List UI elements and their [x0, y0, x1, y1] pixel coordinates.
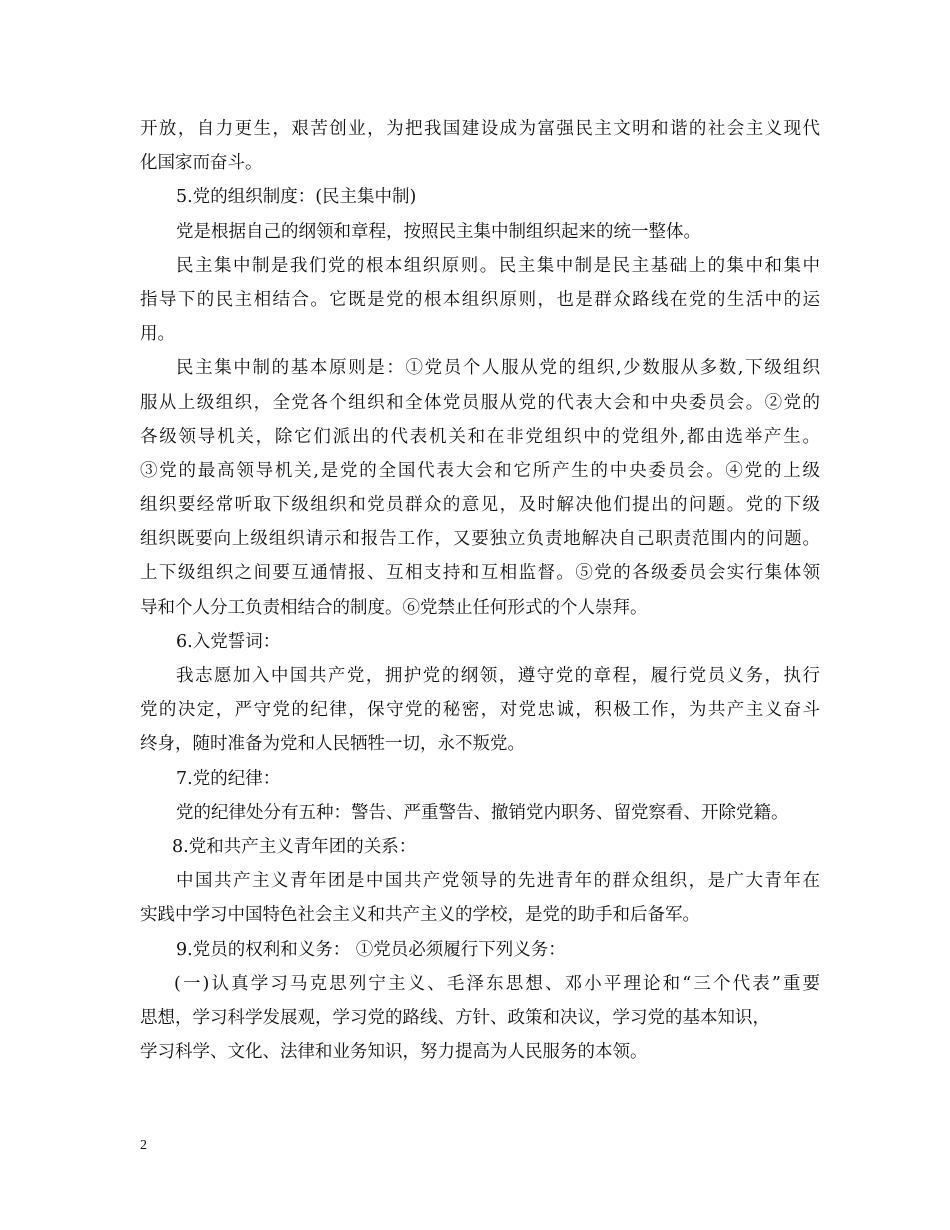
body-line: 开放，自力更生，艰苦创业，为把我国建设成为富强民主文明和谐的社会主义现代: [140, 119, 820, 139]
body-line: 组织既要向上级组织请示和报告工作，又要独立负责地解决自己职责范围内的问题。: [140, 529, 820, 550]
body-line: 民主集中制是我们党的根本组织原则。民主集中制是民主基础上的集中和集中: [176, 255, 820, 276]
body-line: 我志愿加入中国共产党，拥护党的纲领，遵守党的章程，履行党员义务，执行: [176, 666, 820, 686]
body-line: 民主集中制的基本原则是：①党员个人服从党的组织,少数服从多数,下级组织: [176, 358, 820, 379]
body-line: 终身，随时准备为党和人民牺牲一切，永不叛党。: [140, 734, 525, 755]
section-heading: 9.党员的权利和义务： ①党员必须履行下列义务：: [176, 939, 566, 960]
body-line: 用。: [140, 324, 175, 345]
page-number: 2: [140, 1138, 147, 1153]
body-line: 上下级组织之间要互通情报、互相支持和互相监督。⑤党的各级委员会实行集体领: [140, 563, 820, 584]
document-body: [140, 112, 820, 1069]
body-line: 导和个人分工负责相结合的制度。⑥党禁止任何形式的个人崇拜。: [140, 597, 648, 618]
body-line: 实践中学习中国特色社会主义和共产主义的学校，是党的助手和后备军。: [140, 905, 700, 926]
body-line: 中国共产主义青年团是中国共产党领导的先进青年的群众组织，是广大青年在: [176, 871, 820, 892]
body-line: ③党的最高领导机关,是党的全国代表大会和它所产生的中央委员会。④党的上级: [140, 460, 820, 481]
body-line: 组织要经常听取下级组织和党员群众的意见，及时解决他们提出的问题。党的下级: [140, 495, 820, 516]
section-heading: 7.党的纪律：: [176, 768, 281, 789]
body-line: 服从上级组织，全党各个组织和全体党员服从党的代表大会和中央委员会。②党的: [140, 392, 820, 413]
body-line: 指导下的民主相结合。它既是党的根本组织原则，也是群众路线在党的生活中的运: [140, 289, 820, 310]
body-line: 各级领导机关，除它们派出的代表机关和在非党组织中的党组外,都由选举产生。: [140, 426, 820, 447]
body-line: 党的决定，严守党的纪律，保守党的秘密，对党忠诚，积极工作，为共产主义奋斗: [140, 700, 820, 721]
section-heading: 8.党和共产主义青年团的关系：: [172, 836, 417, 857]
body-line: 党是根据自己的纲领和章程，按照民主集中制组织起来的统一整体。: [176, 221, 701, 242]
section-heading: 6.入党誓词：: [176, 631, 281, 652]
body-line: 学习科学、文化、法律和业务知识，努力提高为人民服务的本领。: [140, 1042, 648, 1063]
section-heading: 5.党的组织制度：(民主集中制): [176, 187, 417, 208]
body-line: 化国家而奋斗。: [140, 153, 263, 174]
body-line: 思想，学习科学发展观，学习党的路线、方针、政策和决议，学习党的基本知识，: [140, 1007, 770, 1028]
body-line: 党的纪律处分有五种：警告、严重警告、撤销党内职务、留党察看、开除党籍。: [176, 802, 789, 823]
body-line: (一)认真学习马克思列宁主义、毛泽东思想、邓小平理论和“三个代表”重要: [174, 973, 820, 994]
